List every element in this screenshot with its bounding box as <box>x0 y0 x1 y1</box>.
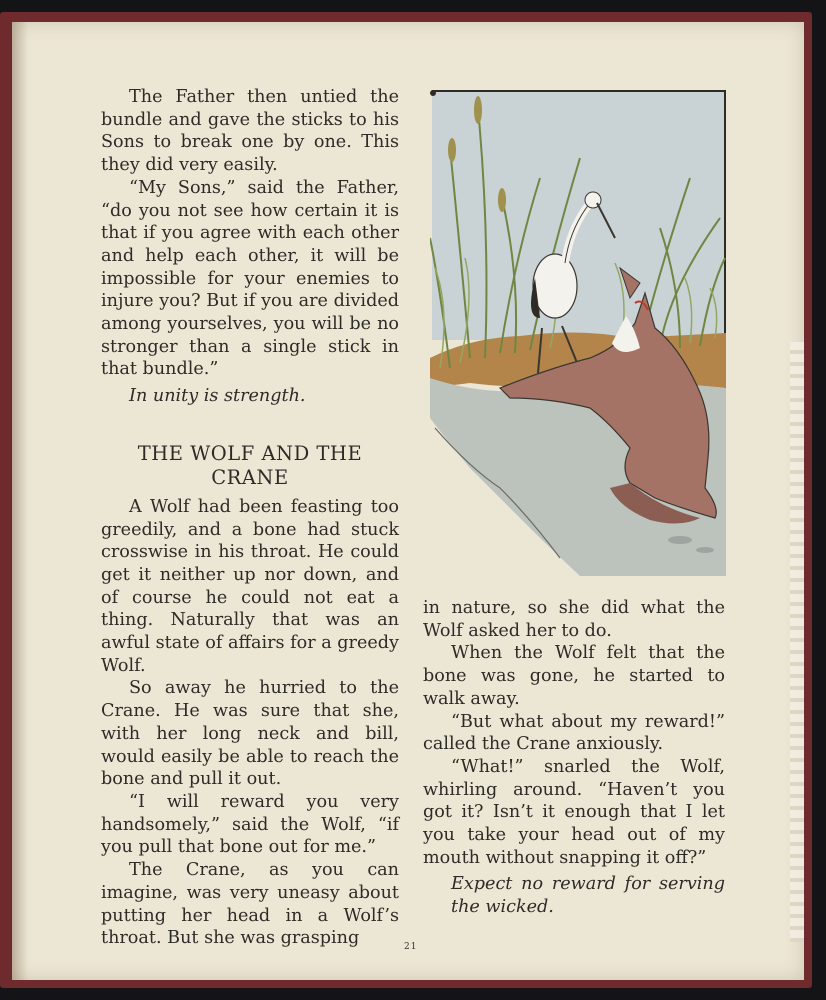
wolf-and-crane-illustration <box>430 88 726 576</box>
left-text-column <box>101 86 399 950</box>
paragraph: So away he hurried to the Crane. He was sure that she, with her long neck and bill, would easily be able to reach the bone and pull it out. <box>101 678 399 790</box>
paragraph: in nature, so she did what the Wolf asked her to do. <box>423 598 725 641</box>
cattail <box>474 96 482 124</box>
paragraph: “What!” snarled the Wolf, whirling around. “Haven’t you got it? Isn’t it enough that I let you take your head out of my mouth without snapping it off?” <box>423 756 725 868</box>
cattail <box>448 138 456 162</box>
pebble <box>668 536 692 544</box>
paragraph: The Father then untied the bundle and gave the sticks to his Sons to break one by one. This they did very easily. <box>101 87 399 176</box>
page-edge <box>790 342 804 942</box>
fable-title: THE WOLF AND THE CRANE <box>137 441 363 489</box>
paragraph: “But what about my reward!” called the Crane anxiously. <box>423 711 725 755</box>
right-text-column <box>423 597 725 919</box>
paragraph: When the Wolf felt that the bone was gone, he started to walk away. <box>423 643 725 709</box>
moral-text: In unity is strength. <box>129 386 306 407</box>
paragraph: A Wolf had been feasting too greedily, and a bone had stuck crosswise in his throat. He could get it neither up nor down, and of course he could not eat a thing. Naturally that was an awful state of affairs for a greedy Wolf. <box>101 496 399 676</box>
moral-text: Expect no reward for serving the wicked. <box>451 874 725 918</box>
cattail <box>498 188 506 212</box>
page-number: 21 <box>404 942 418 952</box>
frame-corner <box>430 90 436 96</box>
pebble <box>696 547 714 553</box>
paragraph: The Crane, as you can imagine, was very uneasy about putting her head in a Wolf’s throat. But she was grasping <box>101 860 399 949</box>
paragraph: “I will reward you very handsomely,” said the Wolf, “if you pull that bone out for me.” <box>101 791 399 858</box>
paragraph: “My Sons,” said the Father, “do you not see how certain it is that if you agree with each other and help each other, it will be impossible for your enemies to injure you? But if you are divided among yourselves, you will be no stronger than a single stick in that bundle.” <box>101 177 399 380</box>
